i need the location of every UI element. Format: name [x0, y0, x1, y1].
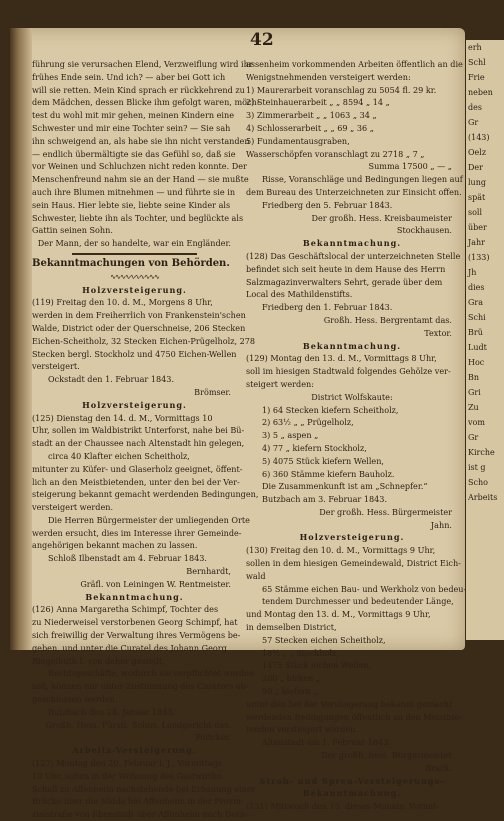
side-text-fragment: Jh	[468, 268, 477, 277]
text-line: Schall zu Affenheim nachstehende bei Erbauung einer	[32, 783, 256, 794]
page-number: 42	[250, 30, 274, 50]
text-line: Stockhausen.	[396, 225, 452, 236]
text-line: Altenstadt am 1. Februar 1843.	[262, 737, 391, 748]
side-text-fragment: Der	[468, 163, 483, 172]
text-line: tendem Durchmesser und bedeutender Länge,	[262, 596, 454, 607]
text-line: Stecken bergl. Stockholz und 4750 Eichen-Wellen	[32, 348, 237, 359]
text-line: ihn schweigend an, als habe sie ihn nicht verstanden	[32, 135, 250, 146]
section-heading: Holzversteigerung.	[299, 532, 405, 543]
section-heading: Holzversteigerung.	[82, 399, 187, 410]
text-line: Salzmagazinverwalters Sehrt, gerade über dem	[246, 276, 443, 287]
text-line: 65 Stämme eichen Bau- und Werkholz von bedeu-	[262, 583, 467, 594]
side-text-fragment: Schi	[468, 313, 486, 322]
text-line: Schwester, liebte ihn als Tochter, und beglückte als	[32, 212, 244, 223]
text-line: Uhr, sollen im Waldbistrikt Unterforst, nahe bei Bü-	[32, 425, 245, 436]
side-text-fragment: Bn	[468, 373, 480, 382]
divider	[72, 253, 197, 255]
text-line: wald	[246, 570, 266, 581]
text-line: Jahn.	[430, 519, 452, 530]
text-line: geschlossen werden.	[32, 694, 118, 705]
text-line: dem Bureau des Unterzeichneten zur Einsicht offen.	[246, 186, 462, 197]
text-line: — endlich übermältigte sie das Gefühl so, daß sie	[32, 148, 236, 159]
side-text-fragment: erh	[468, 43, 482, 52]
text-line: Eichen-Scheitholz, 32 Stecken Eichen-Prügelholz, 278	[32, 335, 256, 346]
left-column	[32, 58, 260, 821]
section-heading: Arbeits-Versteigerung.	[72, 745, 197, 756]
side-text-fragment: lung	[468, 178, 486, 187]
text-line: Der großh. Hess. Kreisbaumeister	[311, 212, 452, 223]
text-line: 6) 360 Stämme kiefern Bauholz.	[262, 468, 395, 479]
text-line: test du wohl mit mir gehen, meinen Kindern eine	[32, 110, 234, 121]
text-line: versteigert.	[32, 361, 80, 372]
side-text-fragment: Frie	[468, 73, 485, 82]
section-heading: Stroh- und Spreu-Versteigerungs-	[259, 775, 445, 786]
side-text-fragment: (143)	[468, 133, 490, 142]
side-text-fragment: Gr	[468, 118, 479, 127]
side-text-fragment: Jahr	[468, 238, 485, 247]
text-line: sein Haus. Hier lebte sie, liebte seine Kinder als	[32, 199, 231, 210]
text-line: 4) Schlosserarbeit „ „ 69 „ 36 „	[246, 122, 374, 133]
text-line: sollen in dem hiesigen Gemeindewald, District Eich-	[246, 558, 461, 569]
divider: ∿∿∿∿∿∿∿∿∿∿	[110, 272, 159, 281]
text-line: unter den bei der Versteigerung bekannt gemacht	[246, 698, 453, 709]
side-text-fragment: Zu	[468, 403, 479, 412]
side-text-fragment: Arbeits	[468, 493, 498, 502]
text-line: 57 Stecken eichen Scheitholz,	[262, 634, 386, 645]
text-line: Friedberg den 5. Februar 1843.	[262, 199, 393, 210]
text-line: will sie retten. Mein Kind sprach er rückkehrend zu	[32, 84, 245, 95]
text-line: Brömser.	[194, 386, 231, 397]
text-line: mitunter zu Küfer- und Glaserholz geeignet, öffent-	[32, 463, 243, 474]
text-line: sich freiwillig der Verwaltung ihres Vermögens be-	[32, 630, 241, 641]
text-line: befindet sich seit heute in dem Hause des Herrn	[246, 263, 446, 274]
text-line: steigert werden:	[246, 378, 314, 389]
text-line: zialstraße von Ilbenstadt über Affenheim nach Dorn-	[32, 809, 249, 820]
text-line: Brücke über die Nidda bei Affenheim in der Provin-	[32, 796, 244, 807]
text-line: Summa 17500 „ — „	[368, 161, 452, 172]
section-heading: Holzversteigerung.	[82, 284, 187, 295]
text-line: Menschenfreund nahm sie an der Hand — sie mußte	[32, 174, 249, 185]
text-line: vor Weinen und Schluchzen nicht reden konnte. Der	[32, 161, 247, 172]
side-text-fragment: Scho	[468, 478, 488, 487]
side-text-fragment: Gra	[468, 298, 483, 307]
side-text-fragment: spät	[468, 193, 486, 202]
side-text-fragment: Hoc	[468, 358, 485, 367]
text-line: Local des Mathildenstifts.	[246, 289, 353, 300]
text-line: Friedberg den 1. Februar 1843.	[262, 302, 393, 313]
text-line: 50 „ kiefern „	[262, 686, 318, 697]
text-line: Gräfl. von Leiningen W. Rentmeister.	[80, 578, 231, 589]
text-line: (130) Freitag den 10. d. M., Vormittags 9 Uhr,	[246, 545, 436, 556]
text-line: soll, können nur unter Zustimmung des Curators ab-	[32, 681, 249, 692]
text-line: 200 „ birken „	[262, 673, 321, 684]
text-line: steigerung bekannt gemacht werdenden Bedingungen,	[32, 489, 259, 500]
side-text-fragment: Kirche	[468, 448, 495, 457]
text-line: Butzbach den 24. Januar 1843.	[48, 706, 176, 717]
side-text-fragment: neben	[468, 88, 493, 97]
text-line: 3) 5 „ aspen „	[262, 430, 319, 441]
text-line: 5) Fundamentausgraben,	[246, 135, 350, 146]
text-line: Risse, Voranschläge und Bedingungen liegen auf	[262, 174, 463, 185]
section-heading: Bekanntmachung.	[302, 788, 402, 799]
text-line: District Wolfskaute:	[311, 391, 393, 402]
text-line: assenheim vorkommenden Arbeiten öffentlich an die	[246, 59, 463, 69]
text-line: soll im hiesigen Stadtwald folgendes Gehölze ver-	[246, 366, 451, 377]
side-text-fragment: Oelz	[468, 148, 487, 157]
side-text-fragment: vom	[468, 418, 485, 427]
text-line: dem Mädchen, dessen Blicke ihm gefolgt waren, möch-	[32, 97, 260, 108]
text-line: Bekanntmachungen von Behörden.	[32, 257, 230, 269]
newspaper-page	[10, 28, 467, 820]
text-line: Die Zusammenkunft ist am „Schnepfer.“	[262, 481, 428, 492]
text-line: (128) Das Geschäftslocal der unterzeichneten Stelle	[246, 250, 461, 261]
text-line: circa 40 Klafter eichen Scheitholz,	[48, 450, 190, 461]
section-heading: Bekanntmachung.	[302, 238, 402, 249]
text-line: Textor.	[424, 327, 452, 338]
right-column	[246, 58, 467, 813]
text-line: und Montag den 13. d. M., Vormittags 9 Uhr,	[246, 609, 431, 620]
side-text-fragment: Brü	[468, 328, 483, 337]
text-line: frühes Ende sein. Und ich? — aber bei Gott ich	[32, 71, 226, 82]
text-line: Der großh. Hess. Bürgermeister	[319, 506, 452, 517]
text-line: Die Herren Bürgermeister der umliegenden Orte	[48, 514, 250, 525]
text-line: Gattin seinen Sohn.	[32, 225, 113, 236]
side-text-fragment: Ludt	[468, 343, 487, 352]
text-line: Pöltcker.	[195, 732, 231, 743]
text-line: 18½ „ „ Stockholz,	[262, 647, 339, 658]
text-line: Bernhardt,	[186, 566, 231, 577]
adjacent-page-fragment	[466, 40, 504, 640]
text-line: lich an den Meistbietenden, unter den bei der Ver-	[32, 476, 240, 487]
text-line: Der großh. hess. Bürgermeister	[321, 750, 452, 761]
side-text-fragment: über	[468, 223, 487, 232]
side-text-fragment: Gr	[468, 433, 479, 442]
text-line: tenden versteigert werden.	[246, 724, 359, 735]
text-line: (119) Freitag den 10. d. M., Morgens 8 Uhr,	[32, 297, 213, 308]
text-line: stadt an der Chaussee nach Altenstadt hin gelegen,	[32, 438, 245, 449]
text-line: 1475 Stück eichen Wellen,	[262, 660, 372, 671]
text-line: (126) Anna Margaretha Schimpf, Tochter des	[32, 604, 219, 615]
text-line: angehörigen bekannt machen zu lassen.	[32, 540, 198, 551]
text-line: in demselben District,	[246, 622, 337, 633]
text-line: zu Niederweisel verstorbenen Georg Schimpf, hat	[32, 617, 238, 628]
text-line: Wenigstnehmenden versteigert werden:	[246, 71, 411, 82]
text-line: geben, und unter die Curatel des Johann Georg	[32, 642, 227, 653]
text-line: 3) Zimmerarbeit „ „ 1063 „ 34 „	[246, 110, 377, 121]
text-line: auch ihre Blumen mitnehmen — und führte sie in	[32, 186, 236, 197]
text-line: 4) 77 „ kiefern Stockholz,	[262, 442, 367, 453]
text-line: (125) Dienstag den 14. d. M., Vormittags 10	[32, 412, 213, 423]
side-text-fragment: Gri	[468, 388, 481, 397]
book-gutter	[10, 28, 32, 650]
text-line: werden ersucht, dies im Interesse ihrer Gemeinde-	[32, 527, 242, 538]
text-line: Walde, District oder der Querschneise, 206 Stecken	[32, 322, 246, 333]
side-text-fragment: soll	[468, 208, 483, 217]
side-text-fragment: dies	[468, 283, 485, 292]
text-line: Schwester und mir eine Tochter sein? — Sie sah	[32, 122, 231, 133]
text-line: Ockstadt den 1. Februar 1843.	[48, 374, 175, 385]
section-heading: Bekanntmachung.	[85, 591, 184, 602]
text-line: Butzbach am 3. Februar 1843.	[262, 494, 388, 505]
side-text-fragment: Schl	[468, 58, 486, 67]
text-line: führung sie verursachen Elend, Verzweiflung wird ihr	[32, 59, 253, 69]
text-line: Riegelhuth I. von daher gestellt.	[32, 655, 165, 666]
text-line: Brack.	[425, 762, 452, 773]
text-line: Großh. Hess. Bergrentamt das.	[323, 314, 452, 325]
side-text-fragment: (133)	[468, 253, 490, 262]
text-line: Wasserschöpfen voranschlagt zu 2718 „ 7 „	[246, 148, 425, 159]
section-heading: Bekanntmachung.	[302, 340, 402, 351]
text-line: 10 Uhr, sollen in der Wohnung des Gastwirths	[32, 770, 222, 781]
side-text-fragment: ist g	[468, 463, 486, 472]
text-line: 1) 64 Stecken kiefern Scheitholz,	[262, 404, 399, 415]
text-line: werdenden Bedingungen öffentlich an den Meistbie-	[246, 711, 462, 722]
text-line: versteigert werden.	[32, 502, 114, 513]
text-line: Rechtsgeschäfte, wodurch sie verpflichtet werden	[48, 668, 255, 679]
text-line: (129) Montag den 13. d. M., Vormittags 8 Uhr,	[246, 353, 437, 364]
text-line: (131) Mittwoch den 15. dieses Monats, Vormit-	[246, 801, 440, 812]
text-line: (127) Montag den 20. Februar l. J., Vormittags	[32, 758, 223, 769]
text-line: Der Mann, der so handelte, war ein Engländer.	[37, 238, 231, 249]
text-line: Großh. Hess. Fürstl. Solms. Landgericht das.	[45, 719, 231, 730]
text-line: werden in dem Freiherrlich von Frankenstein'schen	[32, 310, 246, 321]
text-line: 2) Steinhauerarbeit „ „ 8594 „ 14 „	[246, 97, 390, 108]
text-line: 1) Maurerarbeit voranschlag zu 5054 fl. 29 kr.	[246, 84, 437, 95]
text-line: 2) 63½ „ „ Prügelholz,	[262, 417, 354, 428]
side-text-fragment: des	[468, 103, 482, 112]
text-line: 5) 4075 Stück kiefern Wellen,	[262, 455, 384, 466]
text-line: Schloß Ilbenstadt am 4. Februar 1843.	[48, 553, 207, 564]
